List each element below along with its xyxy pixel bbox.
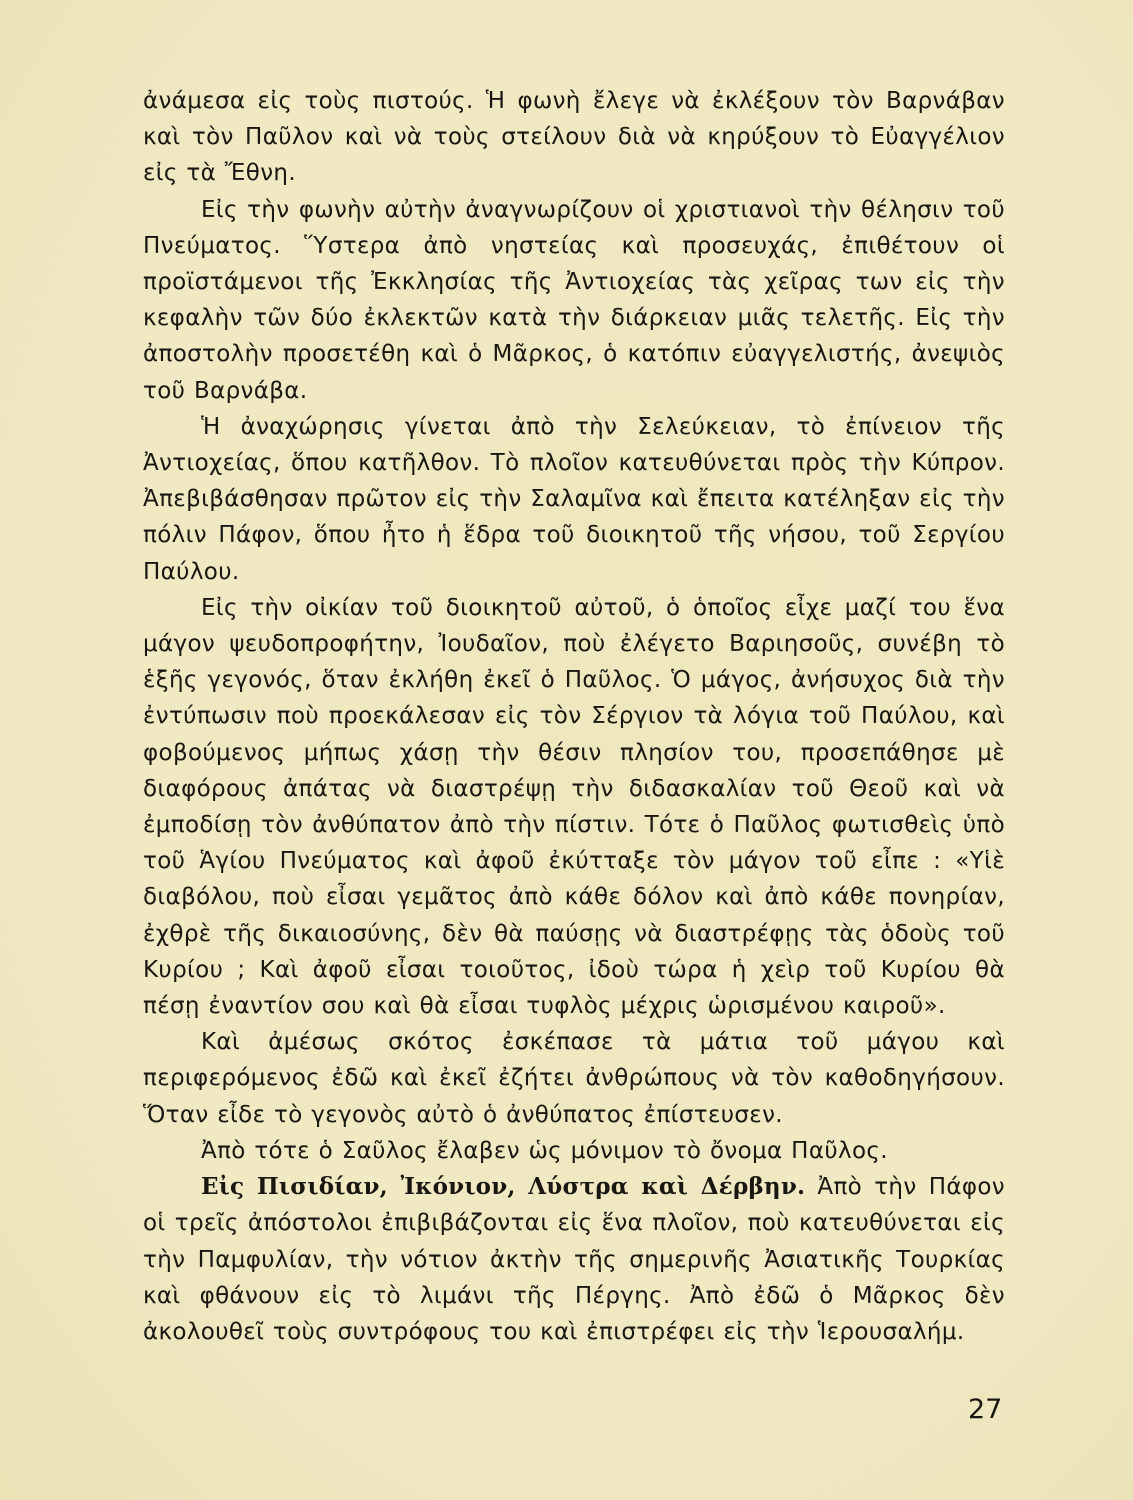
- paragraph-continuation: ἀνάμεσα εἰς τοὺς πιστούς. Ἡ φωνὴ ἔλεγε νὰ ἐκλέξουν τὸν Βαρνάβαν καὶ τὸν Παῦλον καὶ νὰ τοὺς στείλουν διὰ νὰ κηρύξουν τὸ Εὐαγγέλιον εἰς τὰ Ἔθνη.: [143, 88, 1005, 187]
- section-paragraph: [143, 1169, 1005, 1350]
- body-text: [143, 83, 1005, 1350]
- section-heading: Εἰς Πισιδίαν, Ἰκόνιον, Λύστρα καὶ Δέρβην.: [201, 1173, 806, 1201]
- paragraph-blindness: Καὶ ἀμέσως σκότος ἐσκέπασε τὰ μάτια τοῦ μάγου καὶ περιφερόμενος ἐδῶ καὶ ἐκεῖ ἐζήτει ἀνθρώπους νὰ τὸν καθοδηγήσουν. Ὅταν εἶδε τὸ γεγονὸς αὐτὸ ὁ ἀνθύπατος ἐπίστευσεν.: [143, 1029, 1005, 1128]
- paragraph-departure: Ἡ ἀναχώρησις γίνεται ἀπὸ τὴν Σελεύκειαν, τὸ ἐπίνειον τῆς Ἀντιοχείας, ὅπου κατῆλθον. Τὸ πλοῖον κατευθύνεται πρὸς τὴν Κύπρον. Ἀπεβιβάσθησαν πρῶτον εἰς τὴν Σαλαμῖνα καὶ ἔπειτα κατέληξαν εἰς τὴν πόλιν Πάφον, ὅπου ἦτο ἡ ἕδρα τοῦ διοικητοῦ τῆς νήσου, τοῦ Σεργίου Παύλου.: [143, 413, 1005, 585]
- paragraph-name-paul: Ἀπὸ τότε ὁ Σαῦλος ἔλαβεν ὡς μόνιμον τὸ ὄνομα Παῦλος.: [201, 1137, 888, 1164]
- paragraph-spirit-will: Εἰς τὴν φωνὴν αὐτὴν ἀναγνωρίζουν οἱ χριστιανοὶ τὴν θέλησιν τοῦ Πνεύματος. Ὕστερα ἀπὸ νηστείας καὶ προσευχάς, ἐπιθέτουν οἱ προϊστάμενοι τῆς Ἐκκλησίας τῆς Ἀντιοχείας τὰς χεῖρας των εἰς τὴν κεφαλὴν τῶν δύο ἐκλεκτῶν κατὰ τὴν διάρκειαν μιᾶς τελετῆς. Εἰς τὴν ἀποστολὴν προσετέθη καὶ ὁ Μᾶρκος, ὁ κατόπιν εὐαγγελιστής, ἀνεψιὸς τοῦ Βαρνάβα.: [143, 196, 1005, 404]
- page-number: 27: [968, 1394, 1003, 1425]
- paragraph-sorcerer: Εἰς τὴν οἰκίαν τοῦ διοικητοῦ αὐτοῦ, ὁ ὁποῖος εἶχε μαζί του ἕνα μάγον ψευδοπροφήτην, Ἰουδαῖον, ποὺ ἐλέγετο Βαριησοῦς, συνέβη τὸ ἑξῆς γεγονός, ὅταν ἐκλήθη ἐκεῖ ὁ Παῦλος. Ὁ μάγος, ἀνήσυχος διὰ τὴν ἐντύπωσιν ποὺ προεκάλεσαν εἰς τὸν Σέργιον τὰ λόγια τοῦ Παύλου, καὶ φοβούμενος μήπως χάσῃ τὴν θέσιν πλησίον του, προσεπάθησε μὲ διαφόρους ἀπάτας νὰ διαστρέψῃ τὴν διδασκαλίαν τοῦ Θεοῦ καὶ νὰ ἐμποδίσῃ τὸν ἀνθύπατον ἀπὸ τὴν πίστιν. Τότε ὁ Παῦλος φωτισθεὶς ὑπὸ τοῦ Ἁγίου Πνεύματος καὶ ἀφοῦ ἐκύτταξε τὸν μάγον τοῦ εἶπε : «Υἱὲ διαβόλου, ποὺ εἶσαι γεμᾶτος ἀπὸ κάθε δόλον καὶ ἀπὸ κάθε πονηρίαν, ἐχθρὲ τῆς δικαιοσύνης, δὲν θὰ παύσῃς νὰ διαστρέφῃς τὰς ὁδοὺς τοῦ Κυρίου ; Καὶ ἀφοῦ εἶσαι τοιοῦτος, ἰδοὺ τώρα ἡ χεὶρ τοῦ Κυρίου θὰ πέσῃ ἐναντίον σου καὶ θὰ εἶσαι τυφλὸς μέχρις ὡρισμένου καιροῦ».: [143, 594, 1005, 1020]
- section-text: Ἀπὸ τὴν Πάφον οἱ τρεῖς ἀπόστολοι ἐπιβιβάζονται εἰς ἕνα πλοῖον, ποὺ κατευθύνεται εἰς τὴν Παμφυλίαν, τὴν νότιον ἀκτὴν τῆς σημερινῆς Ἀσιατικῆς Τουρκίας καὶ φθάνουν εἰς τὸ λιμάνι τῆς Πέργης. Ἀπὸ ἐδῶ ὁ Μᾶρκος δὲν ἀκολουθεῖ τοὺς συντρόφους του καὶ ἐπιστρέφει εἰς τὴν Ἱερουσαλήμ.: [143, 1174, 1005, 1345]
